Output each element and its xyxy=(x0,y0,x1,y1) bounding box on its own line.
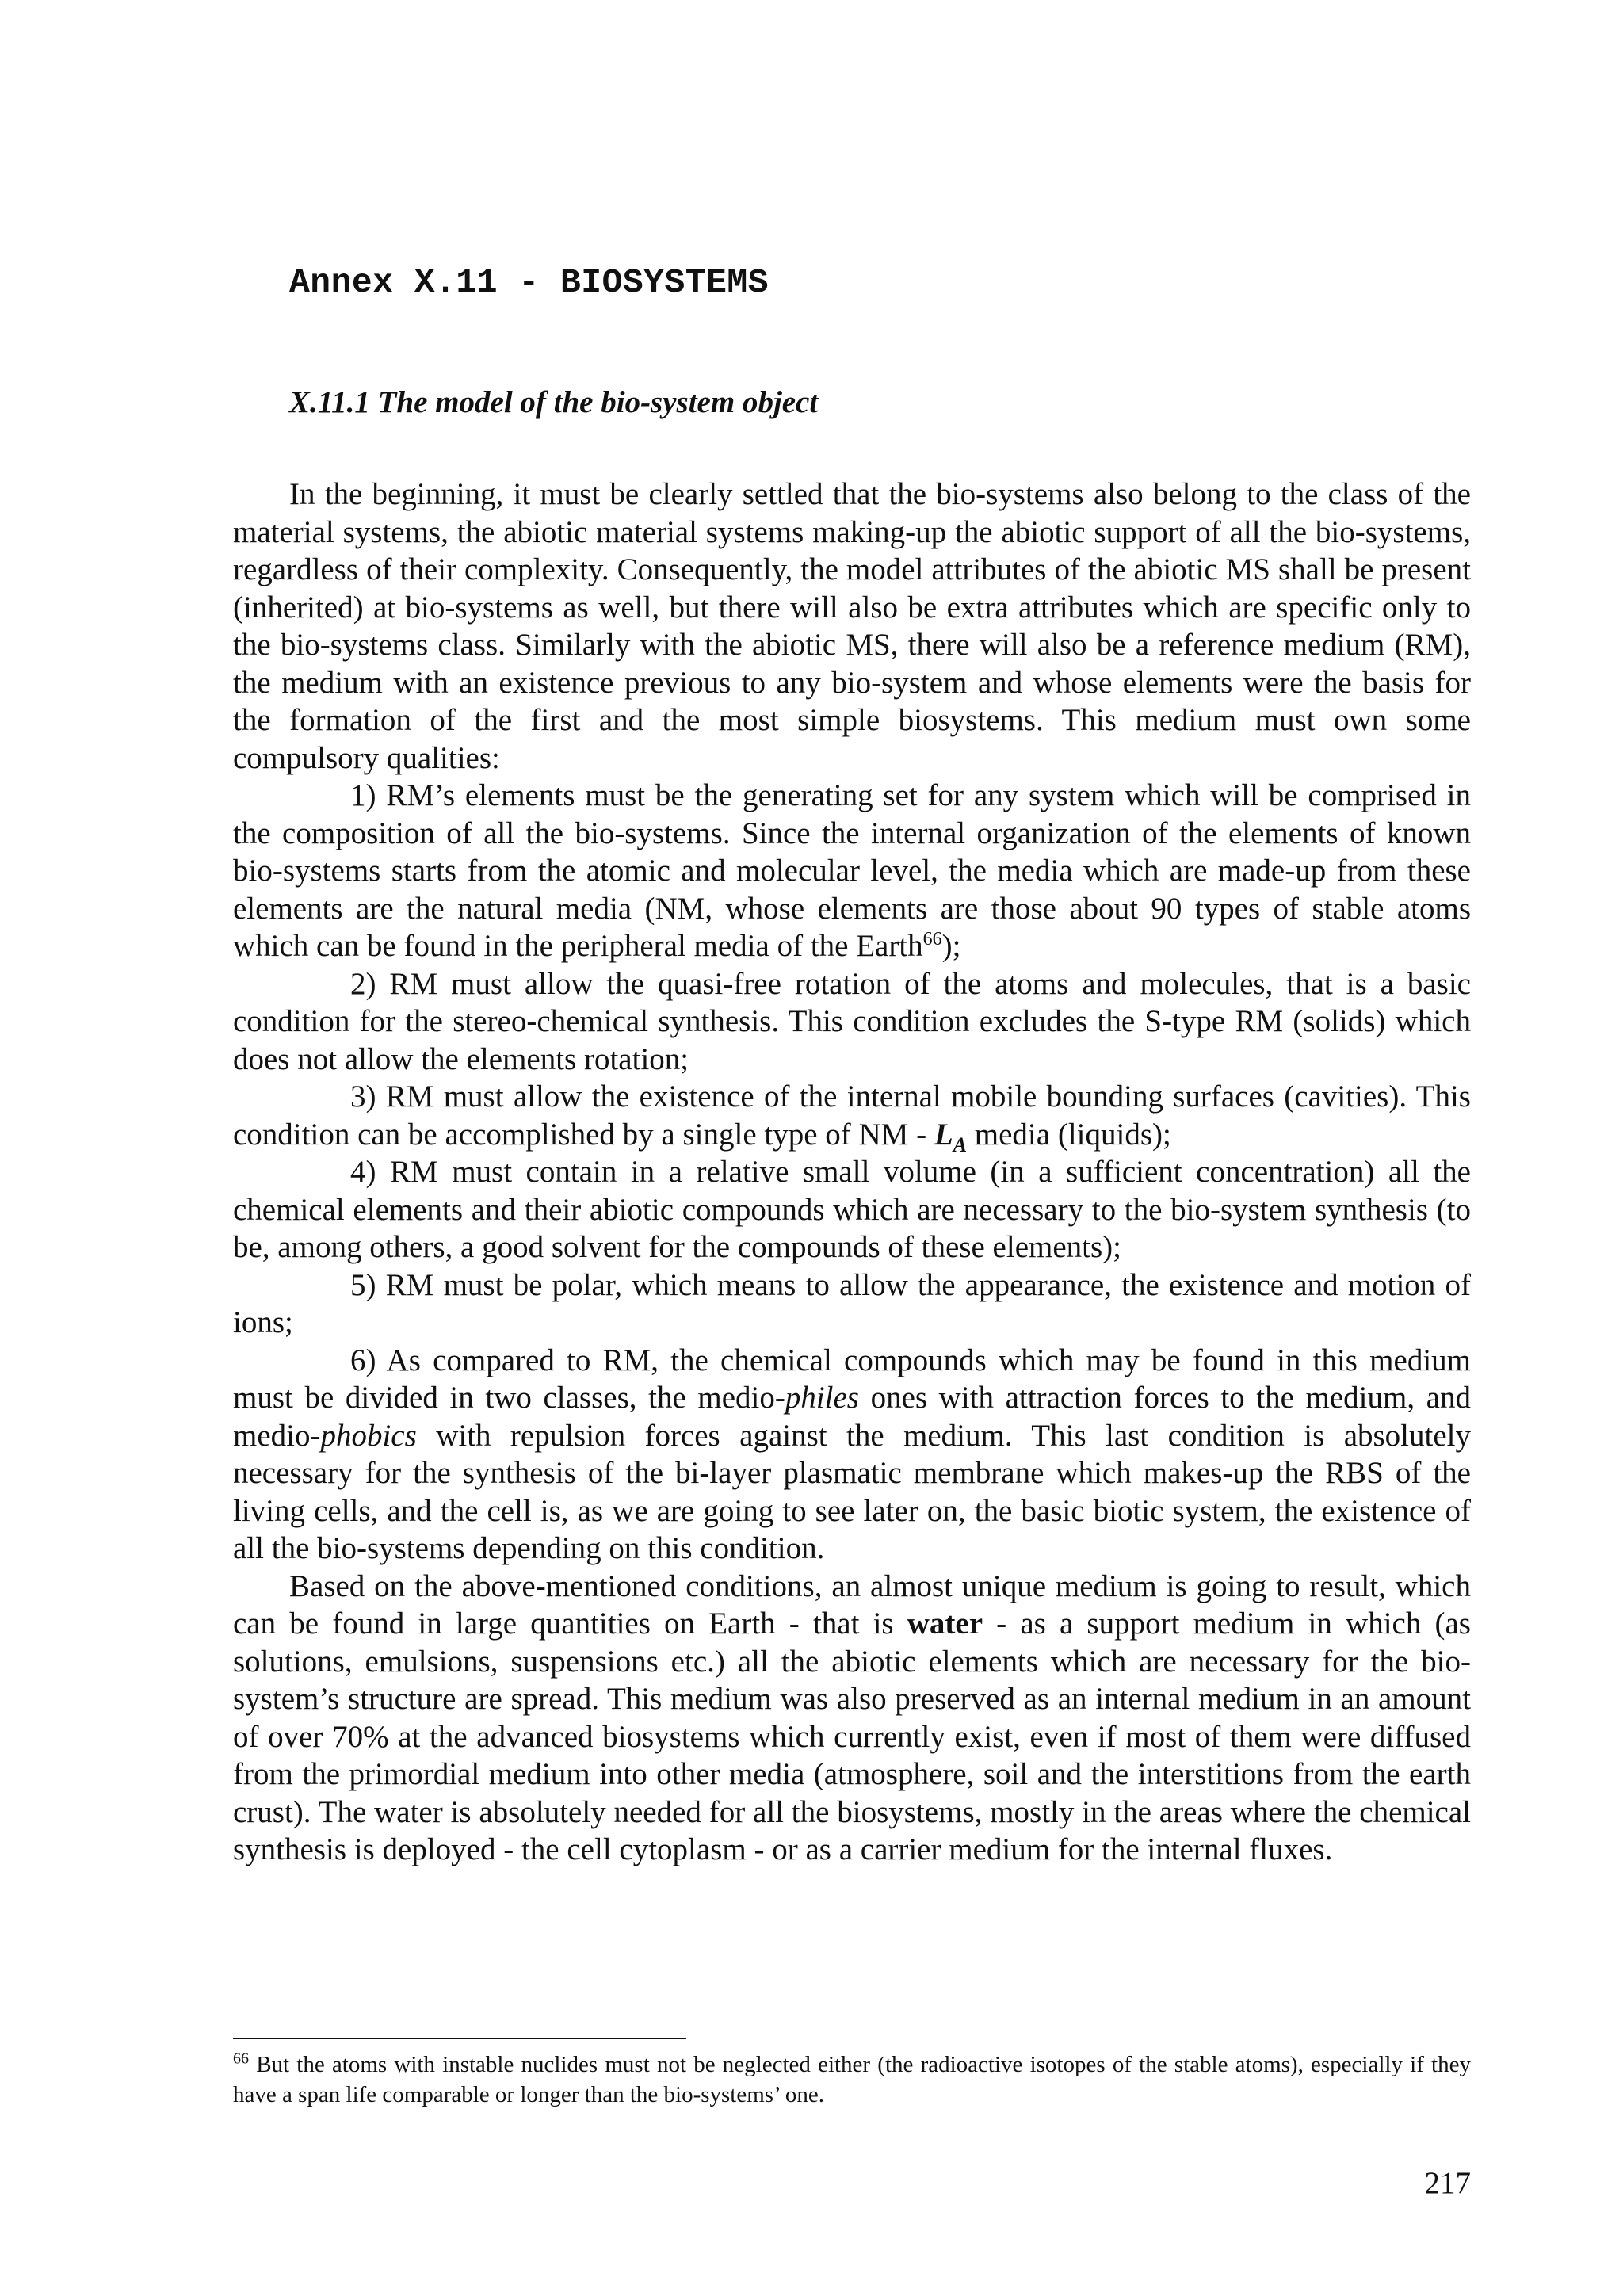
footnote-text: But the atoms with instable nuclides must not be neglected either (the radioactive isotopes of the stable atoms), especially if they have a span life comparable or longer than the bio-systems’ one. xyxy=(233,2052,1471,2107)
la-symbol xyxy=(934,1117,968,1156)
body-text xyxy=(233,476,1471,1869)
list-item-6-text-a: 6) As compared to RM, the chemical compounds which may be found in this medium must be divided in two classes, the medio- xyxy=(233,1343,1471,1415)
intro-paragraph: In the beginning, it must be clearly settled that the bio-systems also belong to the class of the material systems, the abiotic material systems making-up the abiotic support of all the bio-systems, regardless of their complexity. Consequently, the model attributes of the abiotic MS shall be present (inherited) at bio-systems as well, but there will also be extra attributes which are specific only to the bio-systems class. Similarly with the abiotic MS, there will also be a reference medium (RM), the medium with an existence previous to any bio-system and whose elements were the basis for the formation of the first and the most simple biosystems. This medium must own some compulsory qualities: xyxy=(233,477,1471,775)
conclusion-text-a: Based on the above-mentioned conditions, an almost unique medium is going to result, which can be found in large quantities on Earth - that is xyxy=(233,1568,1471,1641)
list-item-3-text-a: 3) RM must allow the existence of the internal mobile bounding surfaces (cavities). This condition can be accomplished by a single type of NM - xyxy=(233,1079,1471,1152)
list-item-4: 4) RM must contain in a relative small volume (in a sufficient concentration) all the chemical elements and their abiotic compounds which are necessary to the bio-system synthesis (to be, among others, a good solvent for the compounds of these elements); xyxy=(233,1155,1471,1264)
list-item-2: 2) RM must allow the quasi-free rotation of the atoms and molecules, that is a basic condition for the stereo-chemical synthesis. This condition excludes the S-type RM (solids) which does not allow the elements rotation; xyxy=(233,966,1471,1076)
list-item-3 xyxy=(233,1078,1471,1156)
page-number: 217 xyxy=(1424,2166,1471,2200)
footnote-reference[interactable]: 66 xyxy=(922,929,942,949)
water-term: water xyxy=(907,1606,983,1641)
conclusion-text-b: - as a support medium in which (as solutions, emulsions, suspensions etc.) all the abiotic elements which are necessary for the bio-system’s structure are spread. This medium was also preserved as an internal medium in an amount of over 70% at the advanced biosystems which currently exist, even if most of them were diffused from the primordial medium into other media (atmosphere, soil and the interstitions from the earth crust). The water is absolutely needed for all the biosystems, mostly in the areas where the chemical synthesis is deployed - the cell cytoplasm xyxy=(233,1606,1471,1866)
footnote xyxy=(233,2050,1471,2110)
list-item-1-text: 1) RM’s elements must be the generating set for any system which will be comprised in the composition of all the bio-systems. Since the internal organization of the elements of known bio-systems starts from the atomic and molecular level, the media which are made-up from these elements are the natural media (NM, whose elements are those about 90 types of stable atoms which can be found in the peripheral media of the Earth xyxy=(233,778,1471,963)
list-item-3-text-b: media (liquids); xyxy=(967,1117,1171,1152)
list-item-1-end: ); xyxy=(941,929,961,963)
footnote-mark: 66 xyxy=(233,2050,249,2068)
list-item-6-text-b: ones with attraction forces to the medium, and medio- xyxy=(233,1381,1471,1453)
conclusion-text-c: or as a carrier medium for the internal fluxes. xyxy=(764,1832,1333,1866)
phobics-term: phobics xyxy=(320,1418,417,1453)
conclusion-paragraph xyxy=(233,1568,1471,1869)
la-symbol-letter: L xyxy=(934,1117,953,1152)
section-title: X.11.1 The model of the bio-system object xyxy=(289,385,819,419)
list-item-1 xyxy=(233,777,1471,965)
la-symbol-subscript: A xyxy=(953,1133,968,1156)
list-item-5: 5) RM must be polar, which means to allow the appearance, the existence and motion of ions; xyxy=(233,1267,1471,1339)
footnote-separator xyxy=(233,2038,686,2039)
conclusion-dash: - xyxy=(754,1832,765,1866)
philes-term: philes xyxy=(785,1381,859,1415)
list-item-6 xyxy=(233,1342,1471,1568)
list-item-6-text-c: with repulsion forces against the medium. This last condition is absolutely necessary for the synthesis of the bi-layer plasmatic membrane which makes-up the RBS of the living cells, and the cell is, as we are going to see later on, the basic biotic system, the existence of all the bio-systems depending on this condition. xyxy=(233,1418,1471,1565)
annex-title: Annex X.11 - BIOSYSTEMS xyxy=(289,263,769,302)
